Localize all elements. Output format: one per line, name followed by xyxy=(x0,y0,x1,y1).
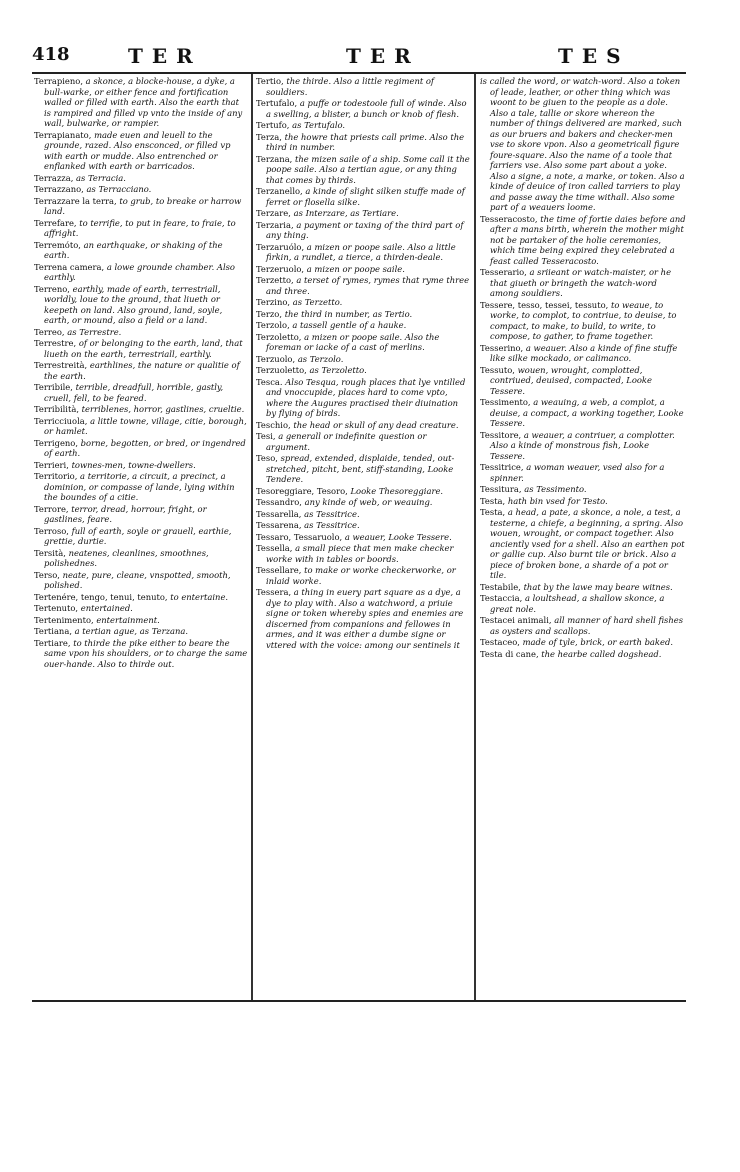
entry-headword: Tesserario, xyxy=(480,267,527,277)
entry-definition: a mizen or poope saile. Also the foreman or iacke of a cast of merlins. xyxy=(266,331,440,352)
entry-headword: Testa, xyxy=(480,495,506,506)
dictionary-entry xyxy=(256,354,470,365)
entry-definition: neatenes, cleanlines, smoothnes, polishednes. xyxy=(44,547,209,568)
entry-definition: earthly, made of earth, terrestriall, worldly, loue to the ground, that liueth or keepeth on land. Also ground, land, soyle, earth, or mound, also a field or a land. xyxy=(44,283,223,325)
entry-definition: a generall or indefinite question or argument. xyxy=(266,431,427,452)
entry-headword: Terreno, xyxy=(34,283,70,294)
entry-headword: Tessandro, xyxy=(256,497,302,507)
dictionary-entry xyxy=(34,626,248,637)
entry-headword: Tertenuto, xyxy=(34,603,79,613)
dictionary-entry xyxy=(34,615,248,626)
entry-definition: to grub, to breake or harrow land. xyxy=(44,195,242,216)
entry-definition: a sriieant or watch-maister, or he that giueth or bringeth the watch-word among souldiers. xyxy=(490,267,672,298)
entry-definition: to entertaine. xyxy=(170,591,229,602)
footer-rule xyxy=(32,1000,686,1002)
dictionary-entry xyxy=(256,532,470,543)
entry-definition: spread, extended, displaide, tended, out-stretched, pitcht, bent, stiff-standing, Looke Tendere. xyxy=(266,453,455,484)
entry-headword: Terremóto, xyxy=(34,239,81,250)
dictionary-entry xyxy=(256,154,470,186)
entry-headword: Tersità, xyxy=(34,547,66,558)
entry-definition: a terset of rymes, rymes that ryme three and three. xyxy=(266,275,470,296)
dictionary-entry xyxy=(34,196,248,217)
entry-definition: earthlines, the nature or qualitie of the earth. xyxy=(44,360,240,381)
dictionary-entry xyxy=(256,565,470,586)
entry-definition: hath bin vsed for Testo. xyxy=(507,495,608,506)
dictionary-entry xyxy=(34,526,248,547)
entry-headword: Terribilità, xyxy=(34,404,79,414)
dictionary-entry xyxy=(480,637,686,648)
entry-headword: Tessarella, xyxy=(256,508,302,519)
dictionary-entry xyxy=(34,416,248,437)
entry-headword: Terribile, xyxy=(34,382,73,392)
dictionary-entry xyxy=(480,484,686,495)
entry-headword: Terzuolo, xyxy=(256,353,296,364)
entry-definition: a woman weauer, vsed also for a spinner. xyxy=(490,462,665,483)
entry-definition: a mizen or poope saile. Also a little firkin, a rundlet, a tierce, a thirden-deale. xyxy=(266,241,456,262)
entry-headword: Terrieri, xyxy=(34,459,69,470)
dictionary-entry xyxy=(34,504,248,525)
dictionary-entry xyxy=(256,587,470,650)
entry-headword: Tesoreggiare, Tesoro, xyxy=(256,485,348,496)
entry-headword: Terzoletto, xyxy=(256,331,302,342)
entry-headword: Tessaro, Tessaruolo, xyxy=(256,531,343,542)
entry-headword: Terrapieno, xyxy=(34,76,83,86)
entry-definition: a payment or taxing of the third part of any thing. xyxy=(266,219,464,240)
entry-definition: as Interzare, as Tertiare. xyxy=(293,208,399,218)
dictionary-entry xyxy=(256,420,470,431)
entry-definition: a territorie, a circuit, a precinct, a dominion, or compasse of lande, lying within the boundes of a citie. xyxy=(44,471,235,502)
entry-headword: Terrazzare la terra, xyxy=(34,195,117,206)
entry-headword: Terreo, xyxy=(34,326,65,337)
dictionary-entry xyxy=(480,214,686,267)
entry-definition: as Terrestre. xyxy=(67,326,122,337)
dictionary-entry xyxy=(34,471,248,503)
entry-headword: Teschio, xyxy=(256,419,291,430)
dictionary-entry xyxy=(256,297,470,308)
entry-definition: terriblenes, horror, gastlines, crueltie. xyxy=(81,404,245,414)
column-3 xyxy=(480,76,686,998)
entry-headword: Tessera, xyxy=(256,587,292,597)
entry-headword: Tertiana, xyxy=(34,626,72,636)
column-2 xyxy=(256,76,470,998)
entry-definition: made euen and leuell to the grounde, razed. Also ensconced, or filled vp with earth or mudde. Also entrenched or enflanked with earth or barricados. xyxy=(44,129,231,171)
entry-headword: Terzolo, xyxy=(256,320,290,330)
entry-definition: to thirde the pike either to beare the same vpon his shoulders, or to charge the same ouer-hande. Also to thirde out. xyxy=(44,637,248,669)
entry-definition: of or belonging to the earth, land, that liueth on the earth, terrestriall, earthly. xyxy=(44,338,243,359)
header-rule xyxy=(32,72,686,74)
dictionary-entry xyxy=(480,496,686,507)
dictionary-entry xyxy=(34,76,248,129)
entry-headword: Tertufo, xyxy=(256,120,290,130)
entry-headword: Terzanello, xyxy=(256,186,303,196)
entry-headword: Terzino, xyxy=(256,297,291,307)
entry-definition: a weauer, Looke Tessere. xyxy=(344,531,452,542)
entry-definition: as Terracciano. xyxy=(86,184,152,194)
entry-headword: Terrapianato, xyxy=(34,129,92,140)
entry-headword: Testaccia, xyxy=(480,593,523,603)
dictionary-entry xyxy=(256,264,470,275)
entry-definition: a tertian ague, as Terzana. xyxy=(74,626,189,636)
dictionary-entry xyxy=(34,218,248,239)
entry-definition: the howre that priests call prime. Also the third in number. xyxy=(266,131,465,152)
column-divider xyxy=(251,74,253,1000)
entry-definition: as Terzolo. xyxy=(297,353,344,364)
entry-headword: Terzo, xyxy=(256,308,283,319)
entry-headword: Tertufalo, xyxy=(256,98,298,108)
entry-definition: all manner of hard shell fishes as oysters and scallops. xyxy=(490,615,684,636)
dictionary-entry xyxy=(34,360,248,381)
dictionary-entry xyxy=(480,430,686,462)
entry-definition: as Tessitrice. xyxy=(304,520,360,530)
dictionary-entry xyxy=(256,377,470,419)
entry-headword: Terzana, xyxy=(256,153,293,164)
dictionary-entry xyxy=(256,186,470,207)
dictionary-entry xyxy=(480,582,686,593)
dictionary-entry xyxy=(480,507,686,581)
dictionary-entry xyxy=(34,570,248,591)
dictionary-entry xyxy=(34,338,248,359)
entry-headword: Terzare, xyxy=(256,208,291,218)
entry-headword: Tessere, tesso, tessei, tessuto, xyxy=(480,299,609,310)
dictionary-entry xyxy=(256,543,470,564)
entry-definition: an earthquake, or shaking of the earth. xyxy=(44,239,223,260)
dictionary-entry xyxy=(480,593,686,614)
entry-headword: Tesserino, xyxy=(480,342,524,353)
entry-definition: entertainment. xyxy=(96,614,160,625)
dictionary-entry xyxy=(34,638,248,670)
entry-definition: a head, a pate, a skonce, a nole, a test, a testerne, a chiefe, a beginning, a spring. Also wouen, wrought, or compact together. Also anciently vsed for a shell. Also an earthen pot or gallie cup. Also burnt tile or brick. Also a piece of broken bone, a sharde of a pot or tile. xyxy=(490,507,685,580)
dictionary-entry xyxy=(256,208,470,219)
dictionary-entry xyxy=(34,548,248,569)
dictionary-entry xyxy=(34,184,248,195)
dictionary-entry xyxy=(256,365,470,376)
entry-headword: Terso, xyxy=(34,569,60,580)
entry-definition: terrible, dreadfull, horrible, gastly, cruell, fell, to be feared. xyxy=(44,382,224,403)
dictionary-entry xyxy=(256,453,470,485)
dictionary-entry xyxy=(480,300,686,342)
entry-definition: a mizen or poope saile. xyxy=(306,263,405,274)
dictionary-entry xyxy=(480,615,686,636)
entry-headword: Tessitore, xyxy=(480,429,522,440)
entry-definition: a weauer, a contriuer, a complotter. Also a kinde of monstrous fish, Looke Tessere. xyxy=(490,429,675,461)
entry-definition: a small piece that men make checker worke with in tables or boords. xyxy=(266,543,454,564)
entry-definition: a weauer. Also a kinde of fine stuffe like silke mockado, or calimanco. xyxy=(490,342,678,363)
entry-headword: Terzetto, xyxy=(256,275,294,285)
entry-definition: as Terzoletto. xyxy=(309,365,367,375)
entry-headword: Terzeruolo, xyxy=(256,263,305,274)
entry-definition: the head or skull of any dead creature. xyxy=(293,419,459,430)
entry-headword: Tertenimento, xyxy=(34,614,94,625)
entry-headword: Territorio, xyxy=(34,471,78,481)
column-1 xyxy=(34,76,248,998)
dictionary-entry xyxy=(256,509,470,520)
entry-headword: Tesi, xyxy=(256,431,276,441)
entry-headword: Terrestre, xyxy=(34,338,77,348)
entry-headword: Terricciuola, xyxy=(34,415,88,426)
entry-definition: a lowe grounde chamber. Also earthly. xyxy=(44,261,235,282)
dictionary-entry xyxy=(480,649,686,660)
dictionary-entry xyxy=(256,98,470,119)
entry-headword: Tessitrice, xyxy=(480,462,524,472)
entry-definition: a weauing, a web, a complot, a deuise, a compact, a working together, Looke Tessere. xyxy=(490,397,684,428)
dictionary-entry xyxy=(256,132,470,153)
entry-definition: as Tessimento. xyxy=(524,484,587,494)
dictionary-entry xyxy=(256,320,470,331)
entry-definition: a little towne, village, citie, borough, or hamlet. xyxy=(44,415,247,436)
entry-definition: the third in number, as Tertio. xyxy=(284,308,413,319)
entry-definition: a kinde of slight silken stuffe made of ferret or flosella silke. xyxy=(266,186,465,207)
dictionary-entry xyxy=(480,343,686,364)
entry-headword: Tessimento, xyxy=(480,397,531,407)
entry-headword: Terrazza, xyxy=(34,172,74,183)
entry-definition: a loultshead, a shallow skonce, a great nole. xyxy=(490,593,665,614)
dictionary-entry xyxy=(34,173,248,184)
entry-headword: Testaceo, xyxy=(480,637,520,647)
dictionary-entry xyxy=(256,120,470,131)
entry-definition: as Tessitrice. xyxy=(304,508,360,519)
entry-headword: Testa di cane, xyxy=(480,648,539,659)
entry-definition: townes-men, towne-dwellers. xyxy=(71,459,196,470)
entry-definition: a skonce, a blocke-house, a dyke, a bull-warke, or either fence and fortification walled or filled with earth. Also the earth that is rampired and filled vp vnto the inside of any wall, bulwarke, or rampier. xyxy=(44,76,243,128)
entry-headword: Terzaruólo, xyxy=(256,241,305,252)
dictionary-entry xyxy=(34,460,248,471)
column-divider xyxy=(474,74,476,1000)
entry-headword: Tertenére, tengo, tenui, tenuto, xyxy=(34,591,168,602)
dictionary-entry xyxy=(480,365,686,397)
dictionary-entry xyxy=(34,382,248,403)
dictionary-entry xyxy=(34,130,248,172)
dictionary-entry xyxy=(34,592,248,603)
entry-definition: a thing in euery part square as a dye, a dye to play with. Also a watchword, a priuie signe or token whereby spies and enemies are discerned from companions and fellowes in armes, and it was either a dumbe signe or vttered with the voice: among our sentinels it xyxy=(266,587,464,650)
entry-headword: Tesseracosto, xyxy=(480,213,538,224)
dictionary-entry xyxy=(34,327,248,338)
entry-definition: a puffe or todestoole full of winde. Also a swelling, a blister, a bunch or knob of flesh. xyxy=(266,98,467,119)
dictionary-entry xyxy=(480,397,686,429)
guide-word-right: TES xyxy=(558,44,630,68)
entry-definition: the time of fortie daies before and after a mans birth, wherein the mother might not be partaker of the holie ceremonies, which time being expired they celebrated a feast called Tesseracosto. xyxy=(490,213,686,266)
guide-word-left: TER xyxy=(128,44,202,68)
entry-headword: Tertiare, xyxy=(34,637,71,648)
entry-headword: Terrefare, xyxy=(34,217,77,228)
dictionary-entry xyxy=(480,462,686,483)
dictionary-entry xyxy=(256,309,470,320)
entry-headword: Terrestreità, xyxy=(34,360,88,370)
entry-definition: Also Tesqua, rough places that lye vntilled and vnoccupide, places hard to come vpto, where the Augures practised their diuination by flying of birds. xyxy=(266,376,466,418)
entry-definition: as Terracia. xyxy=(76,172,126,183)
entry-definition: to terrifie, to put in feare, to fraie, to affright. xyxy=(44,217,236,238)
page-number: 418 xyxy=(32,44,70,65)
entry-headword: Tessarena, xyxy=(256,520,302,530)
entry-definition: the thirde. Also a little regiment of souldiers. xyxy=(266,76,435,97)
entry-definition: to make or worke checkerworke, or inlaid worke. xyxy=(266,565,456,586)
entry-headword: Terza, xyxy=(256,131,282,142)
entry-definition: is called the word, or watch-word. Also a token of leade, leather, or other thing which was woont to be giuen to the people as a dole. Also a tale, tallie or skore whereon the number of things delivered are marked, such as our bruers and bakers and checker-men vse to skore vpon. Also a geometricall figure foure-square. Also the name of a toole that farriers vse. Also some part about a yoke. Also a signe, a note, a marke, or token. Also a kinde of deuice of iron called tarriers to play and passe away the time withall. Also some part of a weauers loome. xyxy=(480,76,685,212)
dictionary-entry xyxy=(256,275,470,296)
entry-definition: made of tyle, brick, or earth baked. xyxy=(522,637,673,647)
entry-headword: Tessuto, xyxy=(480,364,515,375)
entry-definition: full of earth, soyle or grauell, earthie, grettie, durtie. xyxy=(44,525,232,546)
entry-headword: Terroso, xyxy=(34,525,69,536)
dictionary-entry xyxy=(34,438,248,459)
entry-definition: neate, pure, cleane, vnspotted, smooth, polished. xyxy=(44,569,231,590)
dictionary-entry xyxy=(34,284,248,326)
dictionary-entry xyxy=(256,332,470,353)
entry-definition: borne, begotten, or bred, or ingendred of earth. xyxy=(44,437,246,458)
entry-definition: the mizen saile of a ship. Some call it the poope saile. Also a tertian ague, or any thing that comes by thirds. xyxy=(266,153,470,185)
entry-headword: Testacei animali, xyxy=(480,615,552,625)
entry-headword: Terzuoletto, xyxy=(256,365,307,375)
dictionary-entry xyxy=(480,76,686,213)
dictionary-entry xyxy=(256,242,470,263)
entry-headword: Terrazzano, xyxy=(34,184,84,194)
entry-headword: Teso, xyxy=(256,453,278,463)
dictionary-entry xyxy=(256,220,470,241)
dictionary-entry xyxy=(480,267,686,299)
entry-headword: Tertio, xyxy=(256,76,284,86)
entry-headword: Terrore, xyxy=(34,503,69,514)
entry-definition: as Tertufalo. xyxy=(292,120,346,130)
entry-definition: the hearbe called dogshead. xyxy=(541,648,662,659)
dictionary-entry xyxy=(256,76,470,97)
guide-word-center: TER xyxy=(346,44,420,68)
dictionary-entry xyxy=(256,486,470,497)
entry-definition: wouen, wrought, complotted, contriued, deuised, compacted, Looke Tessere. xyxy=(490,364,652,396)
page-header xyxy=(32,40,702,70)
entry-headword: Testa, xyxy=(480,507,506,517)
entry-definition: a tassell gentle of a hauke. xyxy=(292,320,407,330)
dictionary-entry xyxy=(34,240,248,261)
entry-definition: entertained. xyxy=(80,603,133,613)
dictionary-entry xyxy=(256,520,470,531)
dictionary-entry xyxy=(256,431,470,452)
entry-definition: any kinde of web, or weauing. xyxy=(304,497,433,507)
entry-headword: Tessella, xyxy=(256,543,293,553)
dictionary-entry xyxy=(34,603,248,614)
entry-definition: as Terzetto. xyxy=(292,297,343,307)
entry-definition: to weaue, to worke, to complot, to contriue, to deuise, to compact, to make, to build, to write, to compose, to gather, to frame together. xyxy=(490,299,677,341)
dictionary-entry xyxy=(34,262,248,283)
dictionary-entry xyxy=(256,497,470,508)
entry-headword: Tesca. xyxy=(256,376,283,387)
entry-definition: that by the lawe may beare witnes. xyxy=(523,581,673,592)
entry-headword: Tessellare, xyxy=(256,565,302,575)
entry-headword: Tessitura, xyxy=(480,484,522,494)
entry-headword: Terrena camera, xyxy=(34,261,105,272)
entry-headword: Terzaria, xyxy=(256,219,294,230)
entry-headword: Testabile, xyxy=(480,581,521,592)
entry-definition: Looke Thesoreggiare. xyxy=(350,485,444,496)
dictionary-entry xyxy=(34,404,248,415)
entry-headword: Terrigeno, xyxy=(34,437,78,448)
entry-definition: terror, dread, horrour, fright, or gastlines, feare. xyxy=(44,503,207,524)
